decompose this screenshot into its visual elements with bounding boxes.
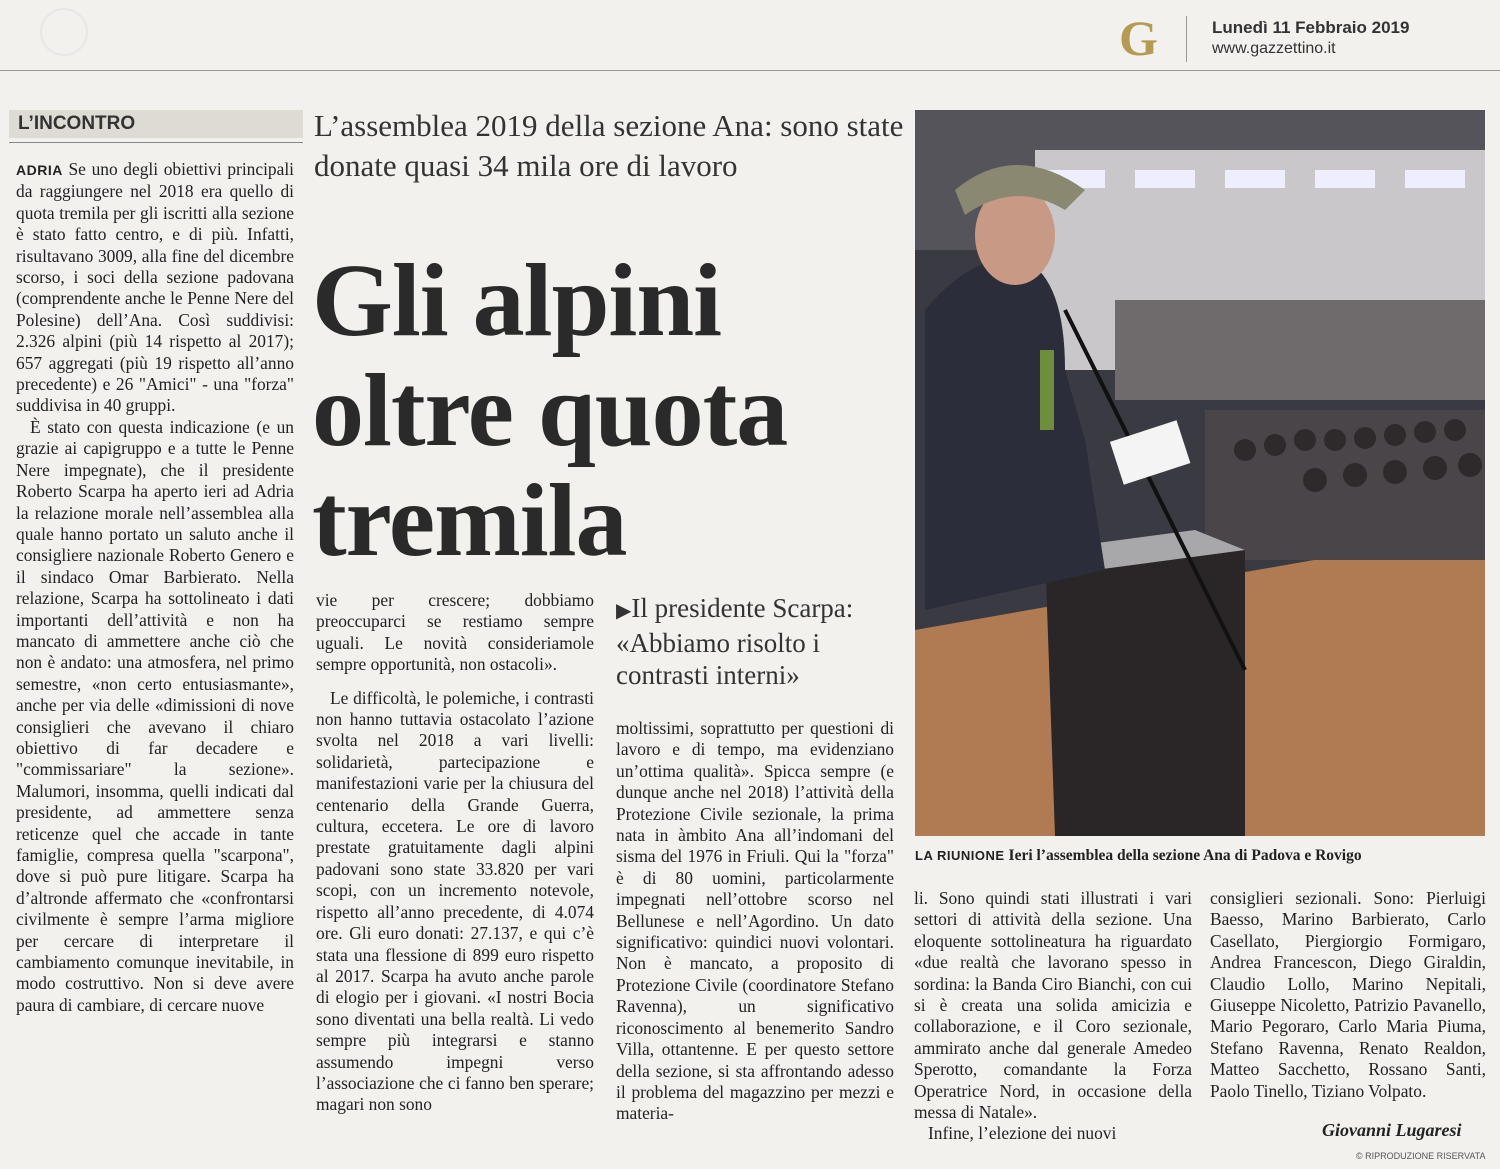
paragraph: consiglieri sezionali. Sono: Pierluigi Baesso, Marino Barbierato, Carlo Casellato, Piergiorgio Formigaro, Andrea Francescon, Diego Giraldin, Claudio Lollo, Marino Nepitali, Giuseppe Nicoletto, Patrizio Pavanello, Mario Pegoraro, Carlo Maria Piuma, Stefano Ravenna, Renato Realdon, Matteo Sacchetto, Rossano Santi, Paolo Tinello, Tiziano Volpato. [1210, 888, 1486, 1101]
headline-line: tremila [312, 463, 627, 578]
masthead-divider [1186, 16, 1187, 62]
paragraph: li. Sono quindi stati illustrati i vari settori di attività della sezione. Una eloquente sottolineatura ha riguardato «due realtà che lavorano spesso in sordina: la Banda Ciro Bianchi, con cui si è creata una solida amicizia e collaborazione, e il Coro sezionale, ammirato anche dal generale Amedeo Sperotto, comandante la Forza Operatrice Nord, in occasione della messa di Natale». [914, 888, 1192, 1123]
triangle-marker-icon: ▶ [616, 600, 632, 622]
paragraph: moltissimi, soprattutto per questioni di lavoro e di tempo, ma evidenziano un’ottima qualità». Spicca sempre (e dunque anche nel 2018) l’attività della Protezione Civile sezionale, la prima nata in àmbito Ana all’indomani del sisma del 1976 in Friuli. Qui la "forza" è di 80 uomini, particolarmente impegnati nell’ottobre scorso nel Bellunese e nell’Agordino. Un dato significativo: quindici nuovi volontari. Non è mancato, a proposito di Protezione Civile (coordinatore Stefano Ravenna), un significativo riconoscimento al benemerito Sandro Villa, ottantenne. E per questo settore della sezione, si sta affrontando adesso il problema del magazzino per mezzi e materia- [616, 718, 894, 1124]
paragraph: È stato con questa indicazione (e un grazie ai capigruppo e a tutte le Penne Nere impegnate), che il presidente Roberto Scarpa ha aperto ieri ad Adria la relazione morale nell’assemblea alla quale hanno portato un saluto anche il consigliere nazionale Roberto Genero e il sindaco Omar Barbierato. Nella relazione, Scarpa ha sottolineato i dati importanti dell’attività e non ha mancato di ammettere anche ciò che non è andato: una atmosfera, nel primo semestre, «non certo entusiasmante», anche per via delle «dimissioni di nove consiglieri che avevano il chiaro obiettivo di far decadere e "commissariare" la sezione». Malumori, insomma, quelli indicati dal presidente, ad ammettere senza reticenze quel che accade in tante famiglie, compresa quella "scarpona", dove si può pure litigare. Scarpa ha d’altronde affermato che «confrontarsi civilmente è sempre l’arma migliore per cercare di interpretare il cambiamento comunque inevitabile, in modo costruttivo. Non si deve avere paura di cambiare, di cercare nuove [16, 416, 294, 1015]
article-column-2 [316, 590, 594, 1116]
photo-illustration [915, 110, 1485, 836]
subheadline-text: Il presidente Scarpa: «Abbiamo risolto i contrasti interni» [616, 593, 854, 690]
photo-caption [915, 847, 1495, 865]
copyright-notice: © RIPRODUZIONE RISERVATA [1356, 1151, 1486, 1161]
article-kicker: L’assemblea 2019 della sezione Ana: sono state donate quasi 34 mila ore di lavoro [314, 108, 904, 183]
dateline: ADRIA [16, 162, 63, 178]
caption-text: Ieri l’assemblea della sezione Ana di Padova e Rovigo [1008, 847, 1362, 864]
article-headline [312, 243, 912, 578]
article-column-1 [16, 159, 294, 1016]
caption-label: LA RIUNIONE [915, 848, 1005, 863]
article-column-4 [914, 888, 1192, 1145]
paragraph: Infine, l’elezione dei nuovi [928, 1123, 1117, 1144]
assembly-photo [915, 110, 1485, 836]
headline-line: Gli alpini [312, 243, 722, 358]
paragraph: vie per crescere; dobbiamo preoccuparci se restiamo sempre uguali. Le novità consideriamole sempre opportunità, non ostacoli». [316, 590, 594, 675]
article-column-3 [616, 718, 894, 1125]
paragraph: Le difficoltà, le polemiche, i contrasti non hanno tuttavia ostacolato l’azione svolta nel 2018 a vari livelli: solidarietà, partecipazione e manifestazioni varie per la chiusura del centenario della Grande Guerra, cultura, eccetera. Le ore di lavoro prestate gratuitamente dagli alpini padovani sono state 33.820 per vari scopi, con un incremento notevole, rispetto all’anno precedente, di 4.074 ore. Gli euro donati: 27.137, e qui c’è stata una flessione di 899 euro rispetto al 2017. Scarpa ha avuto anche parole di elogio per i giovani. «I nostri Bocia sono diventati una bella realtà. Li vedo sempre più integrarsi e stanno assumendo impegni verso l’associazione che ci fanno ben sperare; magari non sono [316, 687, 594, 1115]
section-label: L’INCONTRO [18, 113, 136, 134]
article-byline: Giovanni Lugaresi [1322, 1120, 1462, 1140]
section-rule [9, 142, 303, 143]
masthead-rule [0, 70, 1500, 71]
newspaper-logo: G [1119, 10, 1158, 66]
article-column-5 [1210, 888, 1486, 1102]
article-subheadline [616, 592, 906, 691]
paragraph: Se uno degli obiettivi principali da raggiungere nel 2018 era quello di quota tremila per gli iscritti alla sezione è stato fatto centro, e di più. Infatti, risultavano 3009, alla fine del dicembre scorso, i soci della sezione padovana (comprendente anche le Penne Nere del Polesine) dell’Ana. Così suddivisi: 2.326 alpini (più 14 rispetto al 2017); 657 aggregati (più 19 rispetto all’anno precedente) e 26 "Amici" - una "forza" suddivisa in 40 gruppi. [16, 159, 294, 416]
website-url: www.gazzettino.it [1212, 40, 1336, 57]
issue-date: Lunedì 11 Febbraio 2019 [1212, 18, 1410, 37]
headline-line: oltre quota [312, 353, 788, 468]
faded-stamp-mark [40, 8, 88, 56]
